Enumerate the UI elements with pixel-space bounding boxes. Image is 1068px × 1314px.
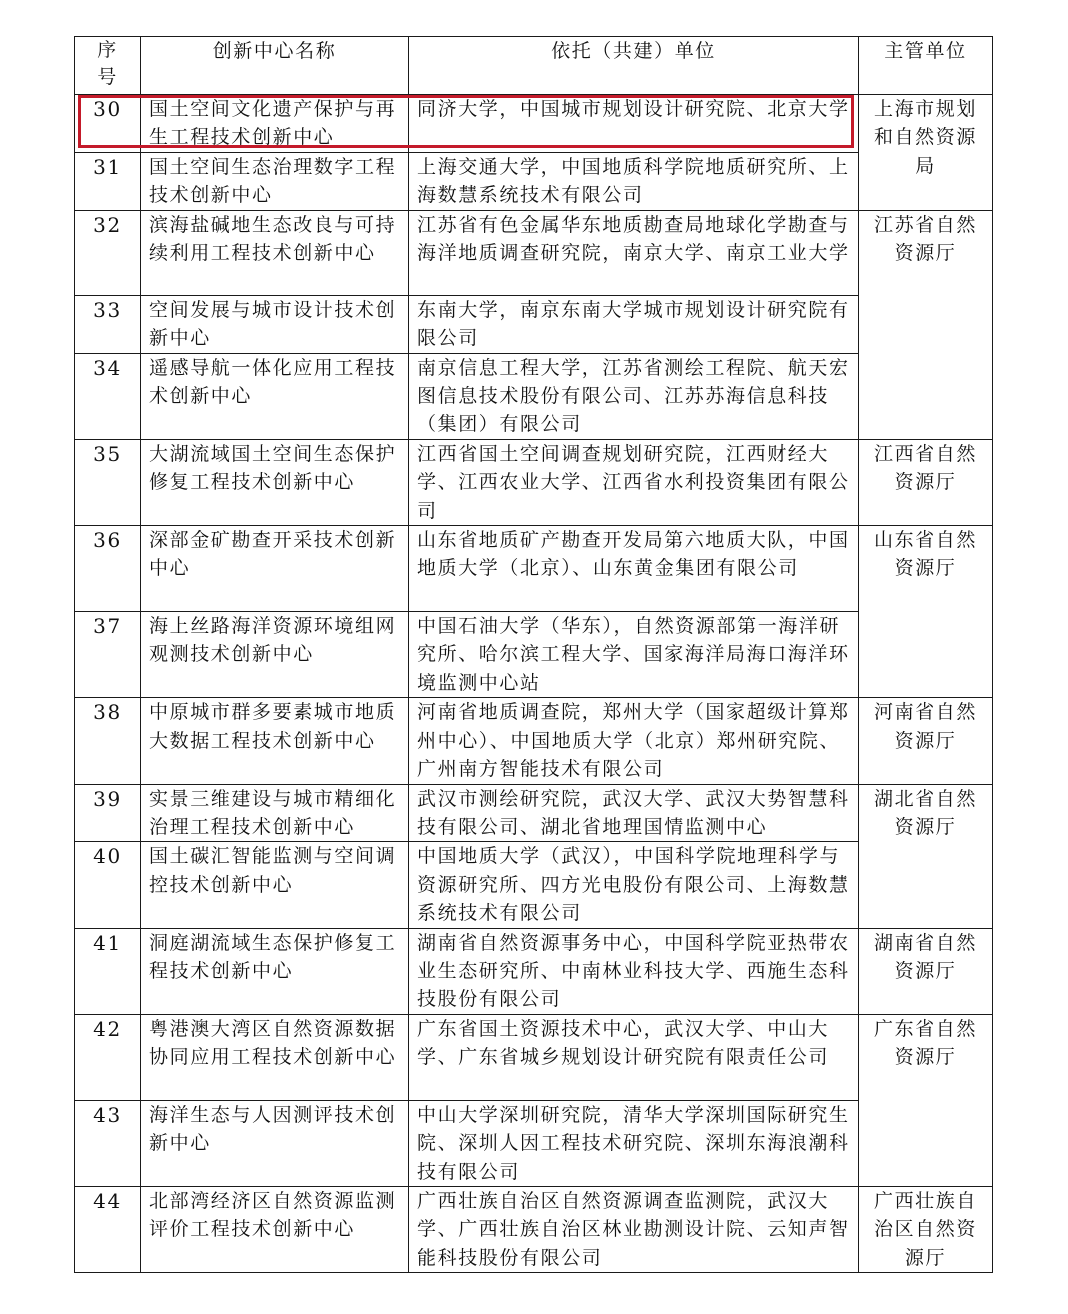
center-name: 大湖流域国土空间生态保护修复工程技术创新中心 <box>141 439 409 525</box>
header-number: 序 号 <box>75 37 141 95</box>
center-name: 海洋生态与人因测评技术创新中心 <box>141 1100 409 1186</box>
host-unit: 广西壮族自治区自然资源调查监测院，武汉大学、广西壮族自治区林业勘测设计院、云知声智能科技股份有限公司 <box>409 1186 859 1272</box>
row-number: 31 <box>75 152 141 210</box>
supervising-agency: 山东省自然资源厅 <box>859 526 993 698</box>
row-number: 30 <box>75 95 141 153</box>
table-row <box>75 526 993 612</box>
host-unit: 山东省地质矿产勘查开发局第六地质大队，中国地质大学（北京）、山东黄金集团有限公司 <box>409 526 859 612</box>
supervising-agency: 湖北省自然资源厅 <box>859 784 993 928</box>
table-row <box>75 210 993 295</box>
table-row <box>75 698 993 784</box>
table-row <box>75 152 993 210</box>
row-number: 38 <box>75 698 141 784</box>
supervising-agency: 上海市规划和自然资源局 <box>859 95 993 211</box>
center-name: 国土空间文化遗产保护与再生工程技术创新中心 <box>141 95 409 153</box>
center-name: 实景三维建设与城市精细化治理工程技术创新中心 <box>141 784 409 842</box>
table-row <box>75 842 993 928</box>
supervising-agency: 广东省自然资源厅 <box>859 1014 993 1186</box>
table-row <box>75 295 993 353</box>
supervising-agency: 广西壮族自治区自然资源厅 <box>859 1186 993 1272</box>
center-name: 遥感导航一体化应用工程技术创新中心 <box>141 353 409 439</box>
host-unit: 广东省国土资源技术中心，武汉大学、中山大学、广东省城乡规划设计研究院有限责任公司 <box>409 1014 859 1100</box>
center-name: 海上丝路海洋资源环境组网观测技术创新中心 <box>141 612 409 698</box>
header-host-unit: 依托（共建）单位 <box>409 37 859 95</box>
host-unit: 武汉市测绘研究院，武汉大学、武汉大势智慧科技有限公司、湖北省地理国情监测中心 <box>409 784 859 842</box>
host-unit: 南京信息工程大学，江苏省测绘工程院、航天宏图信息技术股份有限公司、江苏苏海信息科技（集团）有限公司 <box>409 353 859 439</box>
host-unit: 中山大学深圳研究院，清华大学深圳国际研究生院、深圳人因工程技术研究院、深圳东海浪潮科技有限公司 <box>409 1100 859 1186</box>
supervising-agency: 江苏省自然资源厅 <box>859 210 993 439</box>
header-supervising-agency: 主管单位 <box>859 37 993 95</box>
row-number: 39 <box>75 784 141 842</box>
innovation-center-table <box>74 36 993 1273</box>
table-row <box>75 612 993 698</box>
row-number: 35 <box>75 439 141 525</box>
table-row <box>75 784 993 842</box>
host-unit: 河南省地质调查院，郑州大学（国家超级计算郑州中心）、中国地质大学（北京）郑州研究院、广州南方智能技术有限公司 <box>409 698 859 784</box>
row-number: 41 <box>75 928 141 1014</box>
table-row <box>75 928 993 1014</box>
row-number: 37 <box>75 612 141 698</box>
row-number: 36 <box>75 526 141 612</box>
row-number: 34 <box>75 353 141 439</box>
supervising-agency: 湖南省自然资源厅 <box>859 928 993 1014</box>
row-number: 44 <box>75 1186 141 1272</box>
host-unit: 中国地质大学（武汉），中国科学院地理科学与资源研究所、四方光电股份有限公司、上海数慧系统技术有限公司 <box>409 842 859 928</box>
table-row <box>75 353 993 439</box>
supervising-agency: 河南省自然资源厅 <box>859 698 993 784</box>
center-name: 滨海盐碱地生态改良与可持续利用工程技术创新中心 <box>141 210 409 295</box>
host-unit: 东南大学，南京东南大学城市规划设计研究院有限公司 <box>409 295 859 353</box>
center-name: 空间发展与城市设计技术创新中心 <box>141 295 409 353</box>
supervising-agency: 江西省自然资源厅 <box>859 439 993 525</box>
header-center-name: 创新中心名称 <box>141 37 409 95</box>
table-row <box>75 1186 993 1272</box>
table-header-row <box>75 37 993 95</box>
row-number: 40 <box>75 842 141 928</box>
host-unit: 中国石油大学（华东），自然资源部第一海洋研究所、哈尔滨工程大学、国家海洋局海口海洋环境监测中心站 <box>409 612 859 698</box>
row-number: 43 <box>75 1100 141 1186</box>
center-name: 洞庭湖流域生态保护修复工程技术创新中心 <box>141 928 409 1014</box>
host-unit: 江西省国土空间调查规划研究院，江西财经大学、江西农业大学、江西省水利投资集团有限公司 <box>409 439 859 525</box>
host-unit: 同济大学，中国城市规划设计研究院、北京大学 <box>409 95 859 153</box>
host-unit: 上海交通大学，中国地质科学院地质研究所、上海数慧系统技术有限公司 <box>409 152 859 210</box>
row-number: 42 <box>75 1014 141 1100</box>
table-row <box>75 1014 993 1100</box>
host-unit: 湖南省自然资源事务中心，中国科学院亚热带农业生态研究所、中南林业科技大学、西施生态科技股份有限公司 <box>409 928 859 1014</box>
center-name: 国土碳汇智能监测与空间调控技术创新中心 <box>141 842 409 928</box>
center-name: 北部湾经济区自然资源监测评价工程技术创新中心 <box>141 1186 409 1272</box>
row-number: 32 <box>75 210 141 295</box>
table-row <box>75 439 993 525</box>
row-number: 33 <box>75 295 141 353</box>
center-name: 中原城市群多要素城市地质大数据工程技术创新中心 <box>141 698 409 784</box>
center-name: 国土空间生态治理数字工程技术创新中心 <box>141 152 409 210</box>
host-unit: 江苏省有色金属华东地质勘查局地球化学勘查与海洋地质调查研究院，南京大学、南京工业大学 <box>409 210 859 295</box>
center-name: 粤港澳大湾区自然资源数据协同应用工程技术创新中心 <box>141 1014 409 1100</box>
center-name: 深部金矿勘查开采技术创新中心 <box>141 526 409 612</box>
table-row <box>75 1100 993 1186</box>
table-row <box>75 95 993 153</box>
